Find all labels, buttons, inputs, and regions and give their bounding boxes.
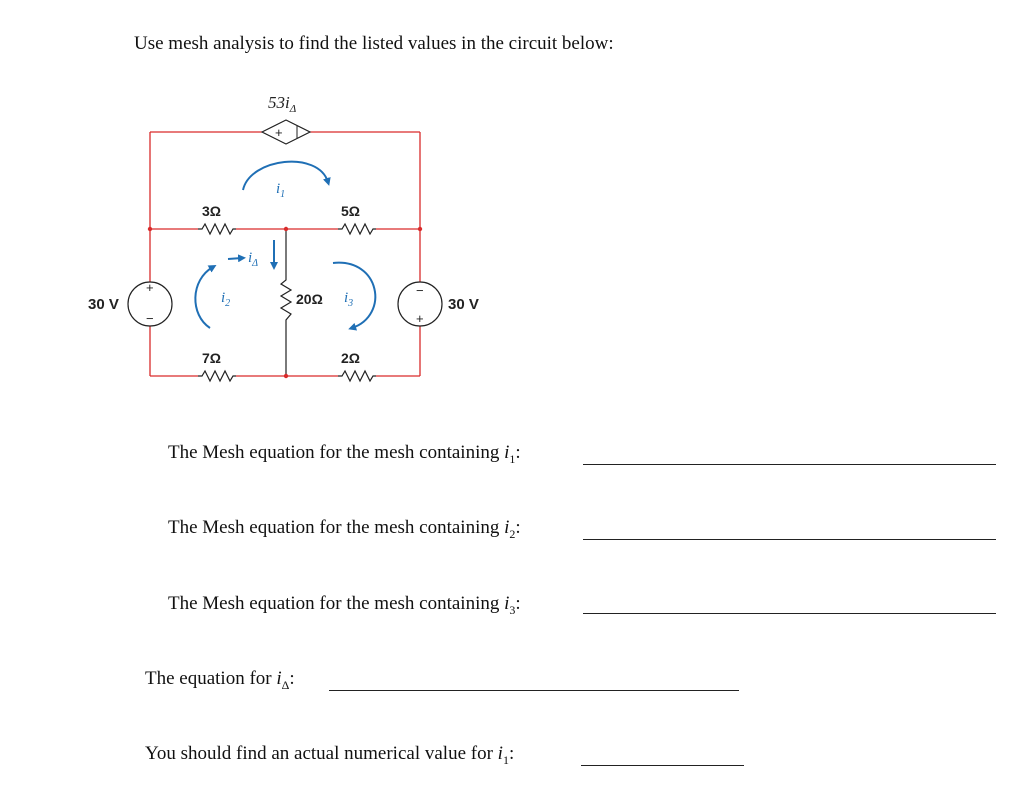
right-source-plus: + <box>416 311 424 326</box>
resistor-5ohm <box>338 224 376 234</box>
answer-line-idelta[interactable] <box>329 690 739 691</box>
left-source-minus: − <box>146 311 154 326</box>
dependent-source-label: $53i_\Delta$ <box>268 93 297 115</box>
mesh3-label: $i_3$ <box>344 290 354 309</box>
right-source-label: 30 V <box>448 296 479 313</box>
mesh2-arrow <box>195 267 213 328</box>
answer-line-numerical-i1[interactable] <box>581 765 744 766</box>
question-idelta: The equation for $i_\Delta$: <box>145 668 295 692</box>
label-20ohm: 20Ω <box>296 291 323 307</box>
question-mesh-i1: The Mesh equation for the mesh containing $i_1$: <box>168 442 521 466</box>
resistor-20ohm <box>281 276 291 324</box>
resistor-7ohm <box>198 371 236 381</box>
mesh1-arrow <box>243 162 328 190</box>
left-source-plus: + <box>146 280 154 295</box>
resistor-3ohm <box>198 224 236 234</box>
question-numerical-i1: You should find an actual numerical value for $i_1$: <box>145 743 515 767</box>
question-mesh-i2: The Mesh equation for the mesh containing $i_2$: <box>168 517 521 541</box>
mesh1-label: $i_1$ <box>276 181 286 200</box>
idelta-label: $i_\Delta$ <box>248 250 259 269</box>
circuit-nodes <box>148 227 422 378</box>
circuit-wires <box>150 132 420 376</box>
resistor-2ohm <box>338 371 376 381</box>
label-3ohm: 3Ω <box>202 203 222 219</box>
left-source-label: 30 V <box>88 296 119 313</box>
label-5ohm: 5Ω <box>341 203 361 219</box>
label-7ohm: 7Ω <box>202 350 222 366</box>
answer-line-mesh-i2[interactable] <box>583 539 996 540</box>
dependent-voltage-source <box>262 120 310 144</box>
answer-line-mesh-i3[interactable] <box>583 613 996 614</box>
mesh2-label: $i_2$ <box>221 290 231 309</box>
mesh2-arrow-head <box>228 258 242 259</box>
dependent-source-plus: + <box>275 125 283 140</box>
mesh3-arrow <box>333 263 375 328</box>
instruction-text: Use mesh analysis to find the listed values in the circuit below: <box>134 33 614 54</box>
label-2ohm: 2Ω <box>341 350 361 366</box>
question-mesh-i3: The Mesh equation for the mesh containing $i_3$: <box>168 593 521 617</box>
right-source-minus: − <box>416 283 424 298</box>
answer-line-mesh-i1[interactable] <box>583 464 996 465</box>
